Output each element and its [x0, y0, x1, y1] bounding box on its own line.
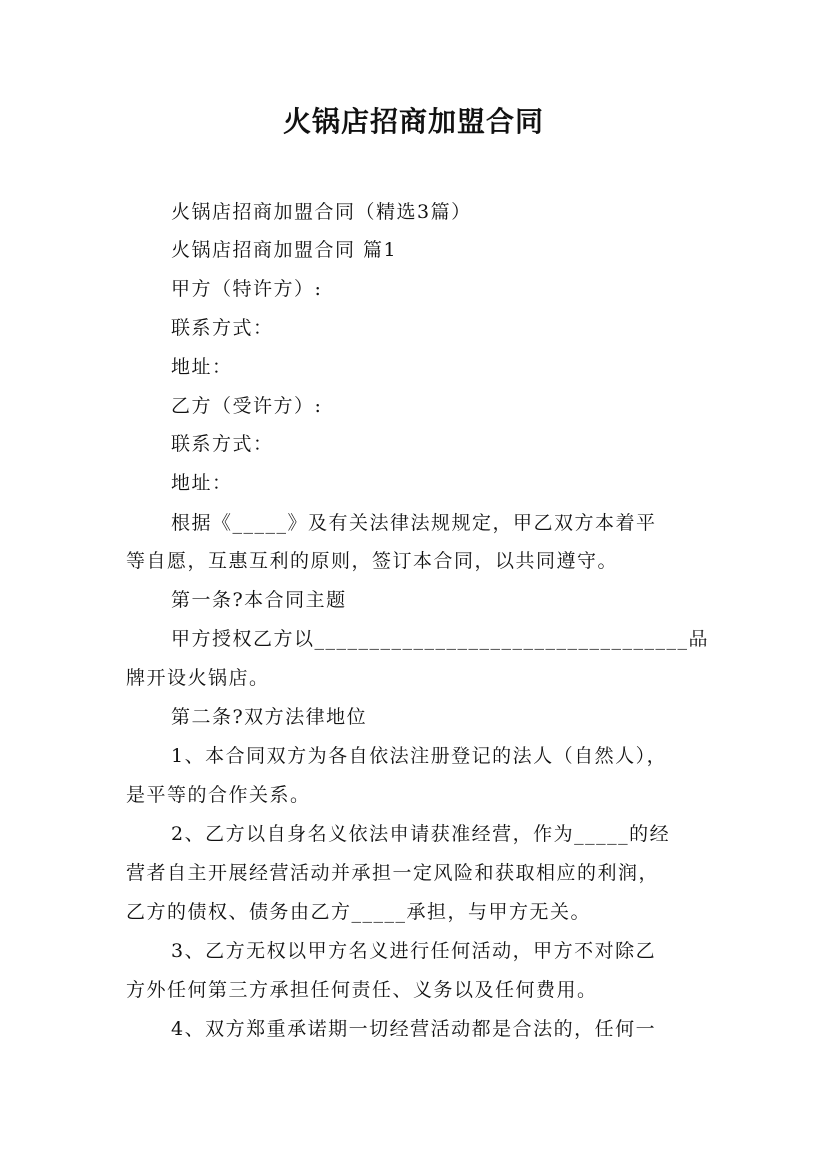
doc-line: 乙方（受许方）: [171, 395, 323, 417]
doc-line: 地址： [171, 472, 233, 494]
doc-line: 营者自主开展经营活动并承担一定风险和获取相应的利润， [126, 862, 660, 884]
doc-line: 牌开设火锅店。 [126, 667, 270, 689]
doc-line: 甲方（特许方）: [171, 278, 323, 300]
doc-line: 3、乙方无权以甲方名义进行任何活动，甲方不对除乙 [171, 940, 657, 962]
doc-line: 方外任何第三方承担任何责任、义务以及任何费用。 [126, 979, 598, 1001]
doc-line: 是平等的合作关系。 [126, 784, 311, 806]
document-title: 火锅店招商加盟合同 [282, 105, 544, 138]
doc-line: 4、双方郑重承诺期一切经营活动都是合法的，任何一 [171, 1018, 657, 1040]
doc-line: 第一条?本合同主题 [171, 589, 347, 611]
doc-line: 火锅店招商加盟合同 篇1 [171, 239, 398, 261]
doc-line: 联系方式： [171, 317, 274, 339]
doc-line: 2、乙方以自身名义依法申请获准经营，作为_____的经 [171, 823, 671, 845]
doc-line: 乙方的债权、债务由乙方_____承担，与甲方无关。 [126, 901, 592, 923]
doc-line: 联系方式： [171, 433, 274, 455]
doc-line: 1、本合同双方为各自依法注册登记的法人（自然人）， [171, 745, 668, 767]
doc-line: 根据《_____》及有关法律法规规定，甲乙双方本着平 [171, 512, 657, 534]
doc-line: 甲方授权乙方以__________________________________品 [171, 628, 710, 650]
doc-line: 火锅店招商加盟合同（精选3篇） [171, 201, 472, 223]
doc-line: 等自愿，互惠互利的原则，签订本合同，以共同遵守。 [126, 550, 619, 572]
doc-line: 地址： [171, 356, 233, 378]
doc-line: 第二条?双方法律地位 [171, 706, 368, 728]
